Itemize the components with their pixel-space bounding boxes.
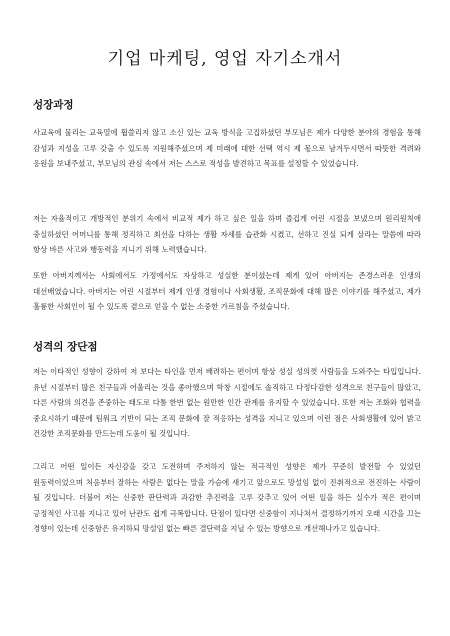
paragraph: 그리고 어떤 일이든 자신감을 갖고 도전하며 주저하지 않는 적극적인 성향은 제가 꾸준히 발전할 수 있었던 원동력이었으며 처음부터 잘하는 사람은 없다는 말을 가슴에 새기고 앞으로도 망설임 없이 진취적으로 전진하는 사람이 될 것입니다. 더불어 저는 신중한 판단력과 과감한 추진력을 고루 갖추고 있어 어떤 일을 하든 실수가 적은 편이며 긍정적인 사고를 지니고 있어 난관도 쉽게 극복합니다. 단점이 있다면 신중함이 지나쳐서 결정하기까지 오래 시간을 끄는 경향이 있는데 신중함은 유지하되 망설임 없는 빠른 결단력을 지닐 수 있는 방향으로 개선해나가고 있습니다. [33,462,421,534]
paragraph: 저는 이타적인 성향이 강하여 저 보다는 타인을 먼저 배려하는 편이며 항상 성실 성의껏 사람들을 도와주는 타입입니다. 유년 시절부터 많은 친구들과 어울리는 것을 좋아했으며 학창 시절에도 솔직하고 다정다감한 성격으로 친구들이 많았고, 다른 사람의 의견을 존중하는 태도로 다툼 한번 없는 원만한 인간 관계를 유지할 수 있었습니다. 또한 저는 조화와 협력을 중요시하기 때문에 팀워크 기반이 되는 조직 문화에 잘 적응하는 성격을 지니고 있으며 이런 점은 사회생활에 있어 밝고 건강한 조직문화를 만드는데 도움이 될 것입니다. [33,367,421,439]
section-heading-personality: 성격의 장단점 [33,341,98,353]
paragraph: 또한 아버지께서는 사회에서도 가정에서도 자상하고 성실한 분이셨는데 제게 있어 아버지는 존경스러운 인생의 대선배였습니다. 아버지는 어린 시절부터 제게 인생 경험이나 사회생활, 조직문화에 대해 많은 이야기를 해주셨고, 제가 훌륭한 사회인이 될 수 있도록 곁으로 얻을 수 없는 소중한 가르침을 주셨습니다. [33,271,421,312]
document-title: 기업 마케팅, 영업 자기소개서 [107,49,343,69]
section-heading-growth: 성장과정 [33,99,74,111]
paragraph: 저는 자율적이고 개방적인 분위기 속에서 비교적 제가 하고 싶은 일을 하며 즐겁게 어린 시절을 보냈으며 원리원칙에 충실하셨던 어머니를 통해 정직하고 최선을 다하는 생활 자세를 습관화 시켰고, 선하고 진실 되게 살라는 말씀에 따라 항상 바른 사고와 행동력을 지니기 위해 노력했습니다. [33,214,421,255]
paragraph: 사교육에 물리는 교육열에 휩쓸리지 않고 소신 있는 교육 방식을 고집하셨던 부모님은 제가 다양한 분야의 경험을 통해 감성과 지성을 고루 갖출 수 있도록 지원해주셨으며 제 미래에 대한 선택 역시 제 몫으로 남겨두시면서 따뜻한 격려와 응원을 보내주셨고, 부모님의 관심 속에서 저는 스스로 적성을 발견하고 목표를 설정할 수 있었습니다. [33,128,421,169]
